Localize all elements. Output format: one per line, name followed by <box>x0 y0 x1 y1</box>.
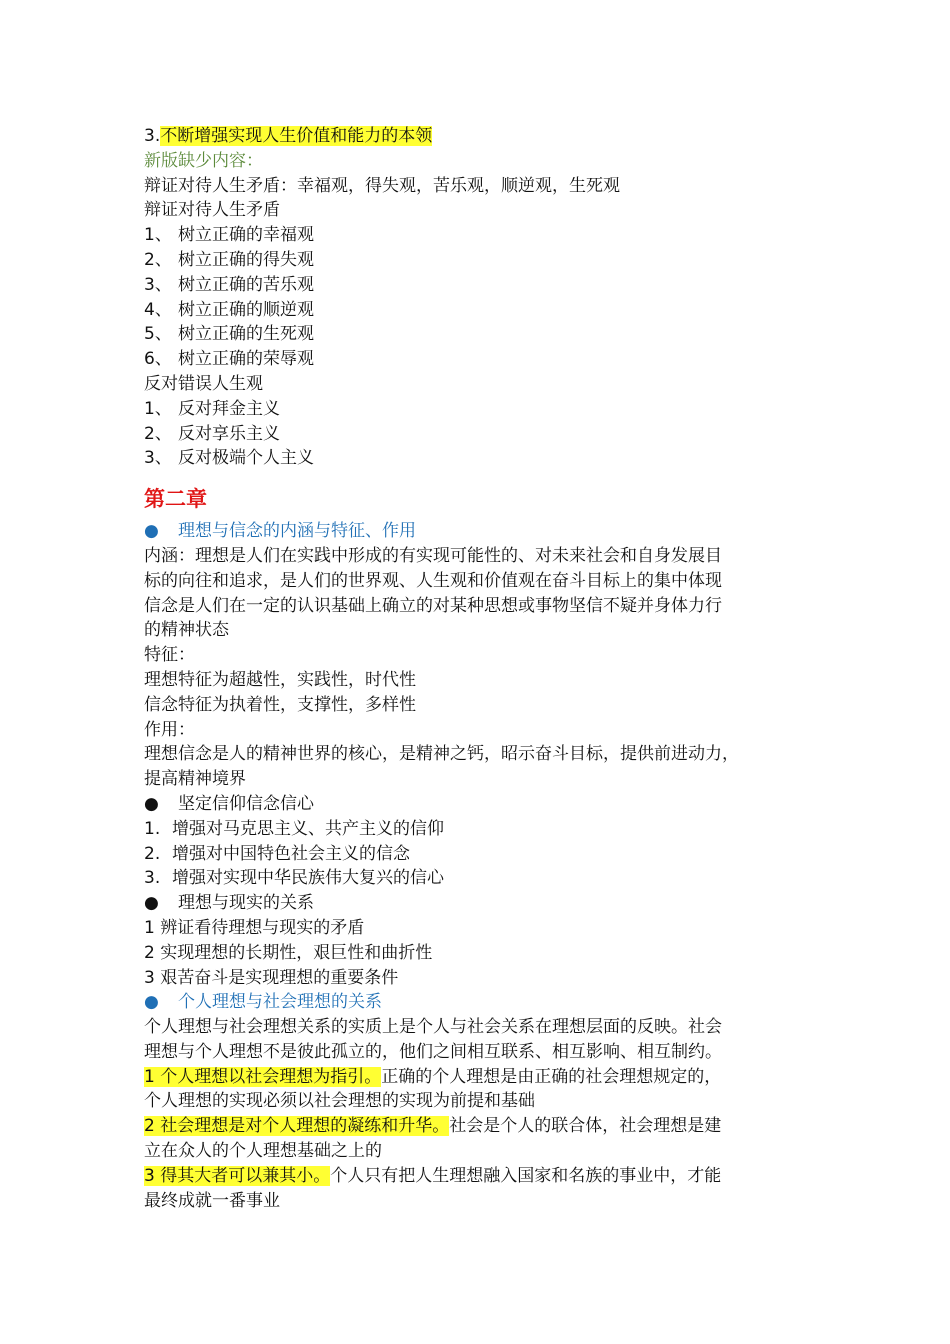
list-item: 2 实现理想的长期性，艰巨性和曲折性 <box>144 942 433 963</box>
bullet-heading: ● 个人理想与社会理想的关系 <box>144 990 834 1015</box>
point-1: 1 个人理想以社会理想为指引。正确的个人理想是由正确的社会理想规定的， <box>144 1066 722 1087</box>
belief-line: 的精神状态 <box>144 620 229 641</box>
belief-line: 信念是人们在一定的认识基础上确立的对某种思想或事物坚信不疑并身体力行 <box>144 595 722 616</box>
list-item: 2、 树立正确的得失观 <box>144 249 314 270</box>
list-item: 2、 反对享乐主义 <box>144 423 280 444</box>
missing-content-label: 新版缺少内容： <box>144 150 263 171</box>
list-item: 3、 树立正确的苦乐观 <box>144 274 314 295</box>
document-page <box>144 124 834 1213</box>
bullet-heading: ● 理想与现实的关系 <box>144 891 834 916</box>
connotation-line: 内涵：理想是人们在实践中形成的有实现可能性的、对未来社会和自身发展目 <box>144 545 722 566</box>
list-item: 5、 树立正确的生死观 <box>144 324 314 345</box>
feature-label: 特征： <box>144 645 195 666</box>
item-3-number: 3. <box>144 126 161 146</box>
list-item: 6、 树立正确的荣辱观 <box>144 349 314 370</box>
role-label: 作用： <box>144 719 195 740</box>
bullet-dot-icon: ● <box>144 793 159 814</box>
point-2: 2 社会理想是对个人理想的凝练和升华。社会是个人的联合体，社会理想是建 <box>144 1116 722 1137</box>
point-3-cont: 最终成就一番事业 <box>144 1190 280 1211</box>
oppose-title: 反对错误人生观 <box>144 373 263 394</box>
list-item: 3、 反对极端个人主义 <box>144 448 314 469</box>
bullet-dot-icon: ● <box>144 521 159 542</box>
point-1-cont: 个人理想的实现必须以社会理想的实现为前提和基础 <box>144 1091 535 1112</box>
dialectic-summary: 辩证对待人生矛盾：幸福观，得失观，苦乐观，顺逆观，生死观 <box>144 175 620 196</box>
oppose-list <box>144 397 834 471</box>
dialectic-title: 辩证对待人生矛盾 <box>144 200 280 221</box>
item-3 <box>144 124 834 149</box>
bullet-heading: ● 理想与信念的内涵与特征、作用 <box>144 519 834 544</box>
point-3: 3 得其大者可以兼其小。个人只有把人生理想融入国家和名族的事业中，才能 <box>144 1165 722 1186</box>
connotation-line: 标的向往和追求，是人们的世界观、人生观和价值观在奋斗目标上的集中体现 <box>144 570 722 591</box>
role-line: 提高精神境界 <box>144 769 246 790</box>
relation-line: 理想与个人理想不是彼此孤立的，他们之间相互联系、相互影响、相互制约。 <box>144 1041 722 1062</box>
role-line: 理想信念是人的精神世界的核心，是精神之钙，昭示奋斗目标，提供前进动力， <box>144 744 739 765</box>
list-item: 1、 树立正确的幸福观 <box>144 225 314 246</box>
highlighted-text: 2 社会理想是对个人理想的凝练和升华。 <box>144 1116 450 1137</box>
bullet-dot-icon: ● <box>144 893 159 914</box>
list-item: 4、 树立正确的顺逆观 <box>144 299 314 320</box>
feature-belief: 信念特征为执着性，支撑性，多样性 <box>144 694 416 715</box>
bullet-dot-icon: ● <box>144 992 159 1013</box>
chapter-heading: 第二章 <box>144 487 207 512</box>
list-item: 1、 反对拜金主义 <box>144 398 280 419</box>
dialectic-list <box>144 223 834 372</box>
relation-line: 个人理想与社会理想关系的实质上是个人与社会关系在理想层面的反映。社会 <box>144 1017 722 1038</box>
feature-ideal: 理想特征为超越性，实践性，时代性 <box>144 669 416 690</box>
highlighted-text: 3 得其大者可以兼其小。 <box>144 1165 331 1186</box>
list-item: 1. 增强对马克思主义、共产主义的信仰 <box>144 818 444 839</box>
highlighted-text: 1 个人理想以社会理想为指引。 <box>144 1066 382 1087</box>
list-item: 3. 增强对实现中华民族伟大复兴的信心 <box>144 868 444 889</box>
bullet-heading: ● 坚定信仰信念信心 <box>144 792 834 817</box>
item-3-text: 不断增强实现人生价值和能力的本领 <box>160 126 433 146</box>
list-item: 1 辨证看待理想与现实的矛盾 <box>144 917 365 938</box>
list-item: 2. 增强对中国特色社会主义的信念 <box>144 843 410 864</box>
list-item: 3 艰苦奋斗是实现理想的重要条件 <box>144 967 399 988</box>
point-2-cont: 立在众人的个人理想基础之上的 <box>144 1141 382 1162</box>
